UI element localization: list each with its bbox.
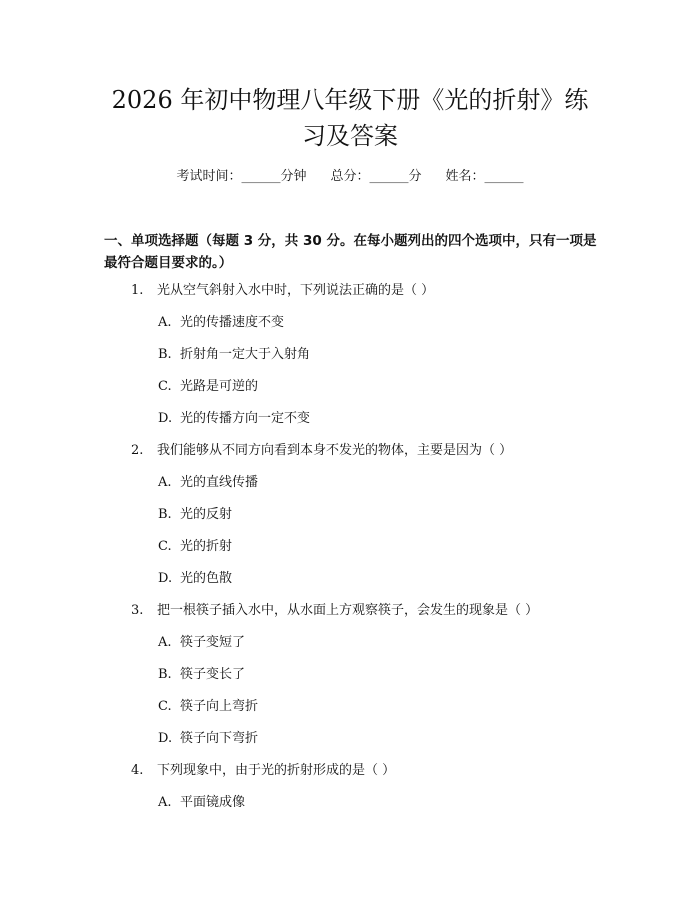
option-letter: A. bbox=[158, 635, 172, 650]
question-text: 光从空气斜射入水中时，下列说法正确的是（ ） bbox=[157, 283, 435, 298]
option bbox=[158, 633, 245, 653]
option-letter: B. bbox=[158, 667, 172, 682]
question-number: 1. bbox=[131, 283, 144, 298]
option-letter: B. bbox=[158, 507, 172, 522]
question-1 bbox=[131, 281, 434, 301]
option bbox=[158, 473, 258, 493]
option bbox=[158, 345, 310, 365]
option bbox=[158, 313, 284, 333]
title-line-2: 习及答案 bbox=[302, 122, 398, 150]
option-text: 筷子向上弯折 bbox=[180, 699, 259, 714]
option-letter: A. bbox=[158, 795, 172, 810]
option-text: 折射角一定大于入射角 bbox=[180, 347, 311, 362]
option-text: 筷子向下弯折 bbox=[180, 731, 259, 746]
option-letter: A. bbox=[158, 475, 172, 490]
question-text: 下列现象中，由于光的折射形成的是（ ） bbox=[157, 763, 396, 778]
option-letter: B. bbox=[158, 347, 172, 362]
option-text: 光的色散 bbox=[180, 571, 233, 586]
option-letter: D. bbox=[158, 411, 173, 426]
option bbox=[158, 793, 245, 813]
option-letter: A. bbox=[158, 315, 172, 330]
exam-time: 考试时间：______分钟 bbox=[176, 169, 307, 184]
exam-name: 姓名：______ bbox=[445, 169, 524, 184]
option bbox=[158, 409, 310, 429]
option-text: 光的直线传播 bbox=[180, 475, 259, 490]
option-letter: D. bbox=[158, 571, 173, 586]
exam-score: 总分：______分 bbox=[330, 169, 422, 184]
option bbox=[158, 729, 258, 749]
option-letter: C. bbox=[158, 539, 172, 554]
option-letter: C. bbox=[158, 699, 172, 714]
option bbox=[158, 377, 258, 397]
option-text: 光的传播速度不变 bbox=[180, 315, 285, 330]
question-2 bbox=[131, 441, 512, 461]
option-text: 光路是可逆的 bbox=[180, 379, 259, 394]
exam-meta bbox=[0, 167, 700, 187]
option-text: 光的反射 bbox=[180, 507, 233, 522]
option-letter: D. bbox=[158, 731, 173, 746]
option-text: 筷子变短了 bbox=[180, 635, 246, 650]
option-text: 光的折射 bbox=[180, 539, 233, 554]
question-number: 4. bbox=[131, 763, 144, 778]
option bbox=[158, 537, 232, 557]
title-line-1: 2026 年初中物理八年级下册《光的折射》练 bbox=[111, 86, 589, 114]
option-letter: C. bbox=[158, 379, 172, 394]
option bbox=[158, 505, 232, 525]
question-number: 3. bbox=[131, 603, 144, 618]
option-text: 平面镜成像 bbox=[180, 795, 246, 810]
question-3 bbox=[131, 601, 538, 621]
option bbox=[158, 569, 232, 589]
question-text: 我们能够从不同方向看到本身不发光的物体，主要是因为（ ） bbox=[157, 443, 513, 458]
option bbox=[158, 697, 258, 717]
question-text: 把一根筷子插入水中，从水面上方观察筷子，会发生的现象是（ ） bbox=[157, 603, 539, 618]
option-text: 筷子变长了 bbox=[180, 667, 246, 682]
document-title bbox=[90, 82, 610, 154]
section-heading: 一、单项选择题（每题 3 分，共 30 分。在每小题列出的四个选项中，只有一项是最符合题目要求的。） bbox=[104, 233, 597, 271]
option bbox=[158, 665, 245, 685]
question-number: 2. bbox=[131, 443, 144, 458]
question-4 bbox=[131, 761, 395, 781]
option-text: 光的传播方向一定不变 bbox=[180, 411, 311, 426]
